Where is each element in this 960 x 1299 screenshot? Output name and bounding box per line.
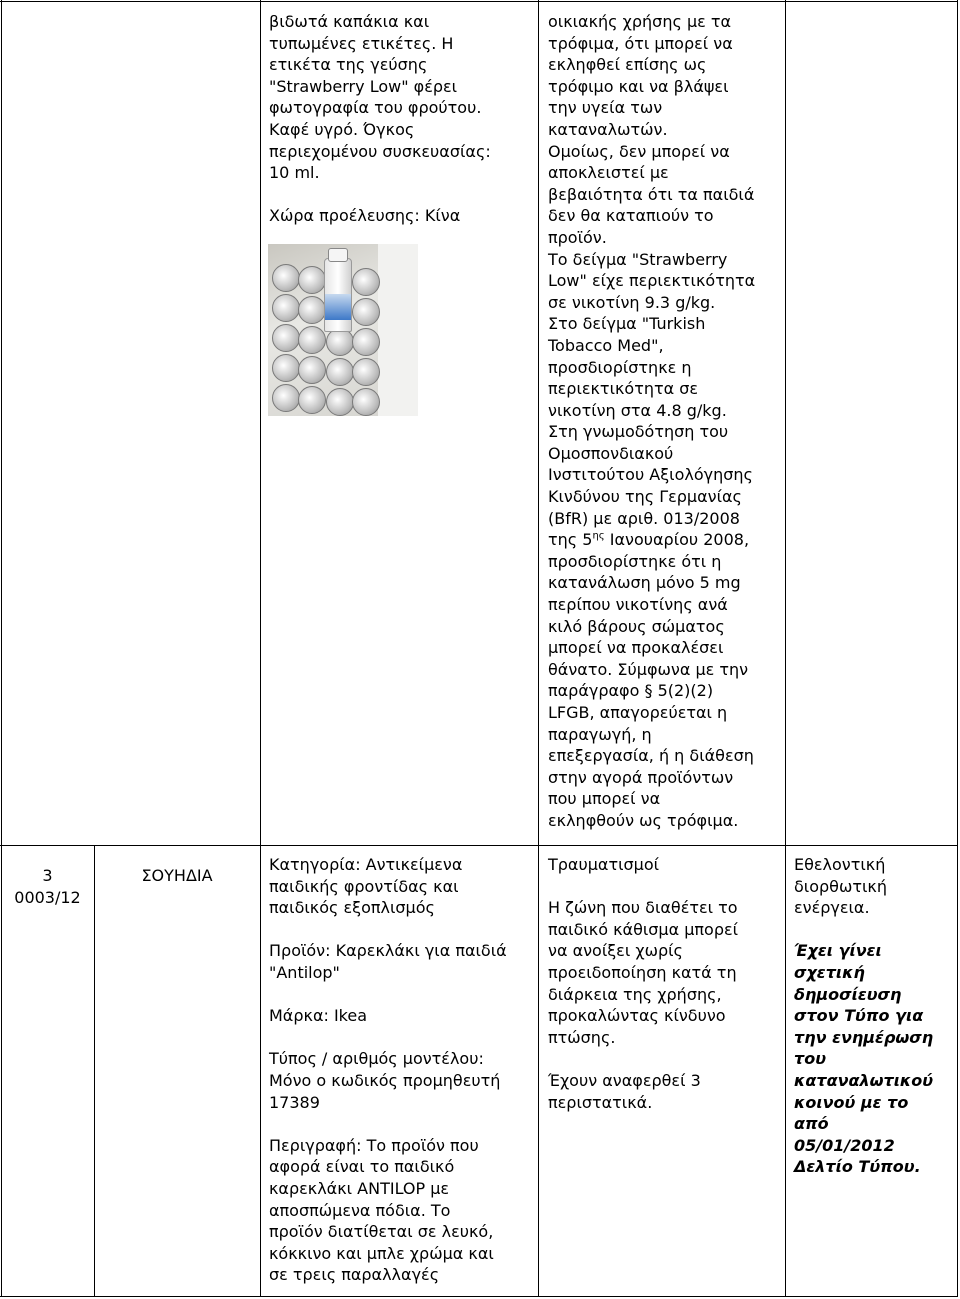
text-line: Στο δείγμα "Turkish: [548, 314, 706, 334]
text-line: προειδοποίηση κατά τη: [548, 962, 737, 982]
table-col-divider-3: [538, 0, 539, 1297]
table-border-bottom: [0, 1296, 958, 1297]
text-line: τρόφιμα, ότι μπορεί να: [548, 33, 733, 53]
risk-description-continued: [548, 11, 755, 832]
risk-type: Τραυματισμοί: [548, 855, 660, 874]
text-line: Εθελοντική: [794, 855, 886, 874]
text-line: σε νικοτίνη 9.3 g/kg.: [548, 292, 716, 312]
text-line: περίπου νικοτίνης ανά: [548, 595, 728, 615]
row-number: 3: [42, 866, 53, 885]
text-line: κιλό βάρους σώματος: [548, 616, 725, 636]
text-line: προσδιορίστηκε ότι η: [548, 551, 722, 571]
text-line: σε τρεις παραλλαγές: [269, 1265, 440, 1285]
text-line: επεξεργασία, ή η διάθεση: [548, 746, 754, 766]
text-line: καταναλωτών.: [548, 119, 668, 139]
text-line: Καφέ υγρό. Όγκος: [269, 119, 415, 139]
text-line: Low" είχε περιεκτικότητα: [548, 271, 756, 291]
text-line: κατανάλωση μόνο 5 mg: [548, 573, 741, 593]
text-line: Ινστιτούτου Αξιολόγησης: [548, 465, 753, 485]
product-cell: [269, 854, 507, 1286]
text-line: περιεχομένου συσκευασίας:: [269, 141, 491, 161]
text-line: πτώσης.: [548, 1027, 616, 1047]
text-line: την υγεία των: [548, 98, 663, 118]
table-col-divider-2: [260, 0, 261, 1297]
text-line: Το δείγμα "Strawberry: [548, 249, 728, 269]
table-row-divider: [0, 845, 958, 846]
table-border-right: [957, 0, 958, 1297]
text-line: 10 ml.: [269, 163, 320, 183]
date-line: της $5^{\eta\varsigma}$ Ιανουαρίου 2008,: [548, 530, 750, 550]
text-line: παιδικής φροντίδας και: [269, 876, 459, 896]
text-line: παιδικό κάθισμα μπορεί: [548, 919, 739, 939]
text-line: "Antilop": [269, 962, 340, 982]
notification-code: 0003/12: [14, 887, 81, 907]
text-line: βιδωτά καπάκια και: [269, 12, 430, 31]
text-line: δεν θα καταπιούν το: [548, 206, 714, 226]
text-line: Κινδύνου της Γερμανίας: [548, 487, 742, 507]
text-line: νικοτίνη στα 4.8 g/kg.: [548, 400, 727, 420]
text-line: εκληφθεί επίσης ως: [548, 55, 707, 75]
table-col-divider-1: [94, 845, 95, 1297]
text-line: 17389: [269, 1092, 320, 1112]
text-line: ετικέτα της γεύσης: [269, 55, 428, 75]
text-line: Έχει γίνει: [794, 941, 882, 961]
text-line: Η ζώνη που διαθέτει το: [548, 898, 738, 918]
table-border-left: [1, 0, 2, 1297]
text-line: στην αγορά προϊόντων: [548, 767, 734, 787]
table-border-top: [0, 1, 958, 2]
text-line: Tobacco Med",: [548, 335, 664, 355]
product-photo: [268, 244, 418, 416]
text-line: αποκλειστεί με: [548, 163, 669, 183]
text-line: φωτογραφία του φρούτου.: [269, 98, 482, 118]
text-line: Τύπος / αριθμός μοντέλου:: [269, 1049, 484, 1069]
text-line: να ανοίξει χωρίς: [548, 941, 683, 961]
text-line: (BfR) με αριθ. 013/2008: [548, 508, 740, 528]
text-line: παιδικός εξοπλισμός: [269, 898, 435, 918]
text-line: καρεκλάκι ANTILOP με: [269, 1178, 450, 1198]
text-line: την ενημέρωση: [794, 1027, 934, 1047]
text-line: περιεκτικότητα σε: [548, 379, 699, 399]
text-line: δημοσίευση: [794, 984, 902, 1004]
text-line: προϊόν διατίθεται σε λευκό,: [269, 1222, 494, 1242]
risk-cell: [548, 854, 738, 1113]
text-line: οικιακής χρήσης με τα: [548, 12, 732, 31]
text-line: προκαλώντας κίνδυνο: [548, 1006, 726, 1026]
row-number-cell: [1, 865, 94, 908]
superscript: ης: [592, 530, 605, 542]
measures-cell: [794, 854, 933, 1178]
text-line: του: [794, 1049, 827, 1069]
text-line: βεβαιότητα ότι τα παιδιά: [548, 184, 755, 204]
text-line: Κατηγορία: Αντικείμενα: [269, 855, 463, 874]
text-line: μπορεί να προκαλέσει: [548, 638, 724, 658]
text-line: σχετική: [794, 962, 865, 982]
text-line: από: [794, 1114, 829, 1134]
text-line: εκληφθούν ως τρόφιμα.: [548, 810, 739, 830]
text-line: Προϊόν: Καρεκλάκι για παιδιά: [269, 941, 507, 961]
text-line: αφορά είναι το παιδικό: [269, 1157, 455, 1177]
text-line: Στη γνωμοδότηση του: [548, 422, 729, 442]
text-line: Περιγραφή: Το προϊόν που: [269, 1135, 479, 1155]
text-line: Ομοσπονδιακού: [548, 443, 674, 463]
text-line: Έχουν αναφερθεί 3: [548, 1070, 701, 1090]
text-line: τυπωμένες ετικέτες. Η: [269, 33, 454, 53]
text-line: 05/01/2012: [794, 1135, 895, 1155]
text-line: προϊόν.: [548, 227, 607, 247]
text-line: Μάρκα: Ikea: [269, 1006, 368, 1026]
text-line: παραγωγή, η: [548, 724, 652, 744]
text-line: καταναλωτικού: [794, 1070, 934, 1090]
text-line: διάρκεια της χρήσης,: [548, 984, 722, 1004]
text-line: κόκκινο και μπλε χρώμα και: [269, 1243, 494, 1263]
text-line: ενέργεια.: [794, 898, 870, 918]
text-line: παράγραφο § 5(2)(2): [548, 681, 714, 701]
country-of-origin: Χώρα προέλευσης: Κίνα: [269, 206, 461, 226]
text-line: που μπορεί να: [548, 789, 661, 809]
country-cell: [94, 865, 260, 887]
text-line: κοινού με το: [794, 1092, 909, 1112]
text-line: LFGB, απαγορεύεται η: [548, 703, 728, 722]
product-description-continued: [269, 11, 491, 227]
text-line: περιστατικά.: [548, 1092, 653, 1112]
text-line: Μόνο ο κωδικός προμηθευτή: [269, 1070, 501, 1090]
table-col-divider-4: [785, 0, 786, 1297]
text-line: αποσπώμενα πόδια. Το: [269, 1200, 451, 1220]
text-line: προσδιορίστηκε η: [548, 357, 692, 377]
text-line: θάνατο. Σύμφωνα με την: [548, 659, 749, 679]
text-line: "Strawberry Low" φέρει: [269, 76, 458, 96]
text-line: Ομοίως, δεν μπορεί να: [548, 141, 730, 161]
text-line: Δελτίο Τύπου.: [794, 1157, 921, 1177]
notifying-country: ΣΟΥΗΔΙΑ: [141, 866, 213, 885]
text-line: διορθωτική: [794, 876, 887, 896]
text-line: τρόφιμο και να βλάψει: [548, 76, 729, 96]
text-line: στον Τύπο για: [794, 1006, 924, 1026]
